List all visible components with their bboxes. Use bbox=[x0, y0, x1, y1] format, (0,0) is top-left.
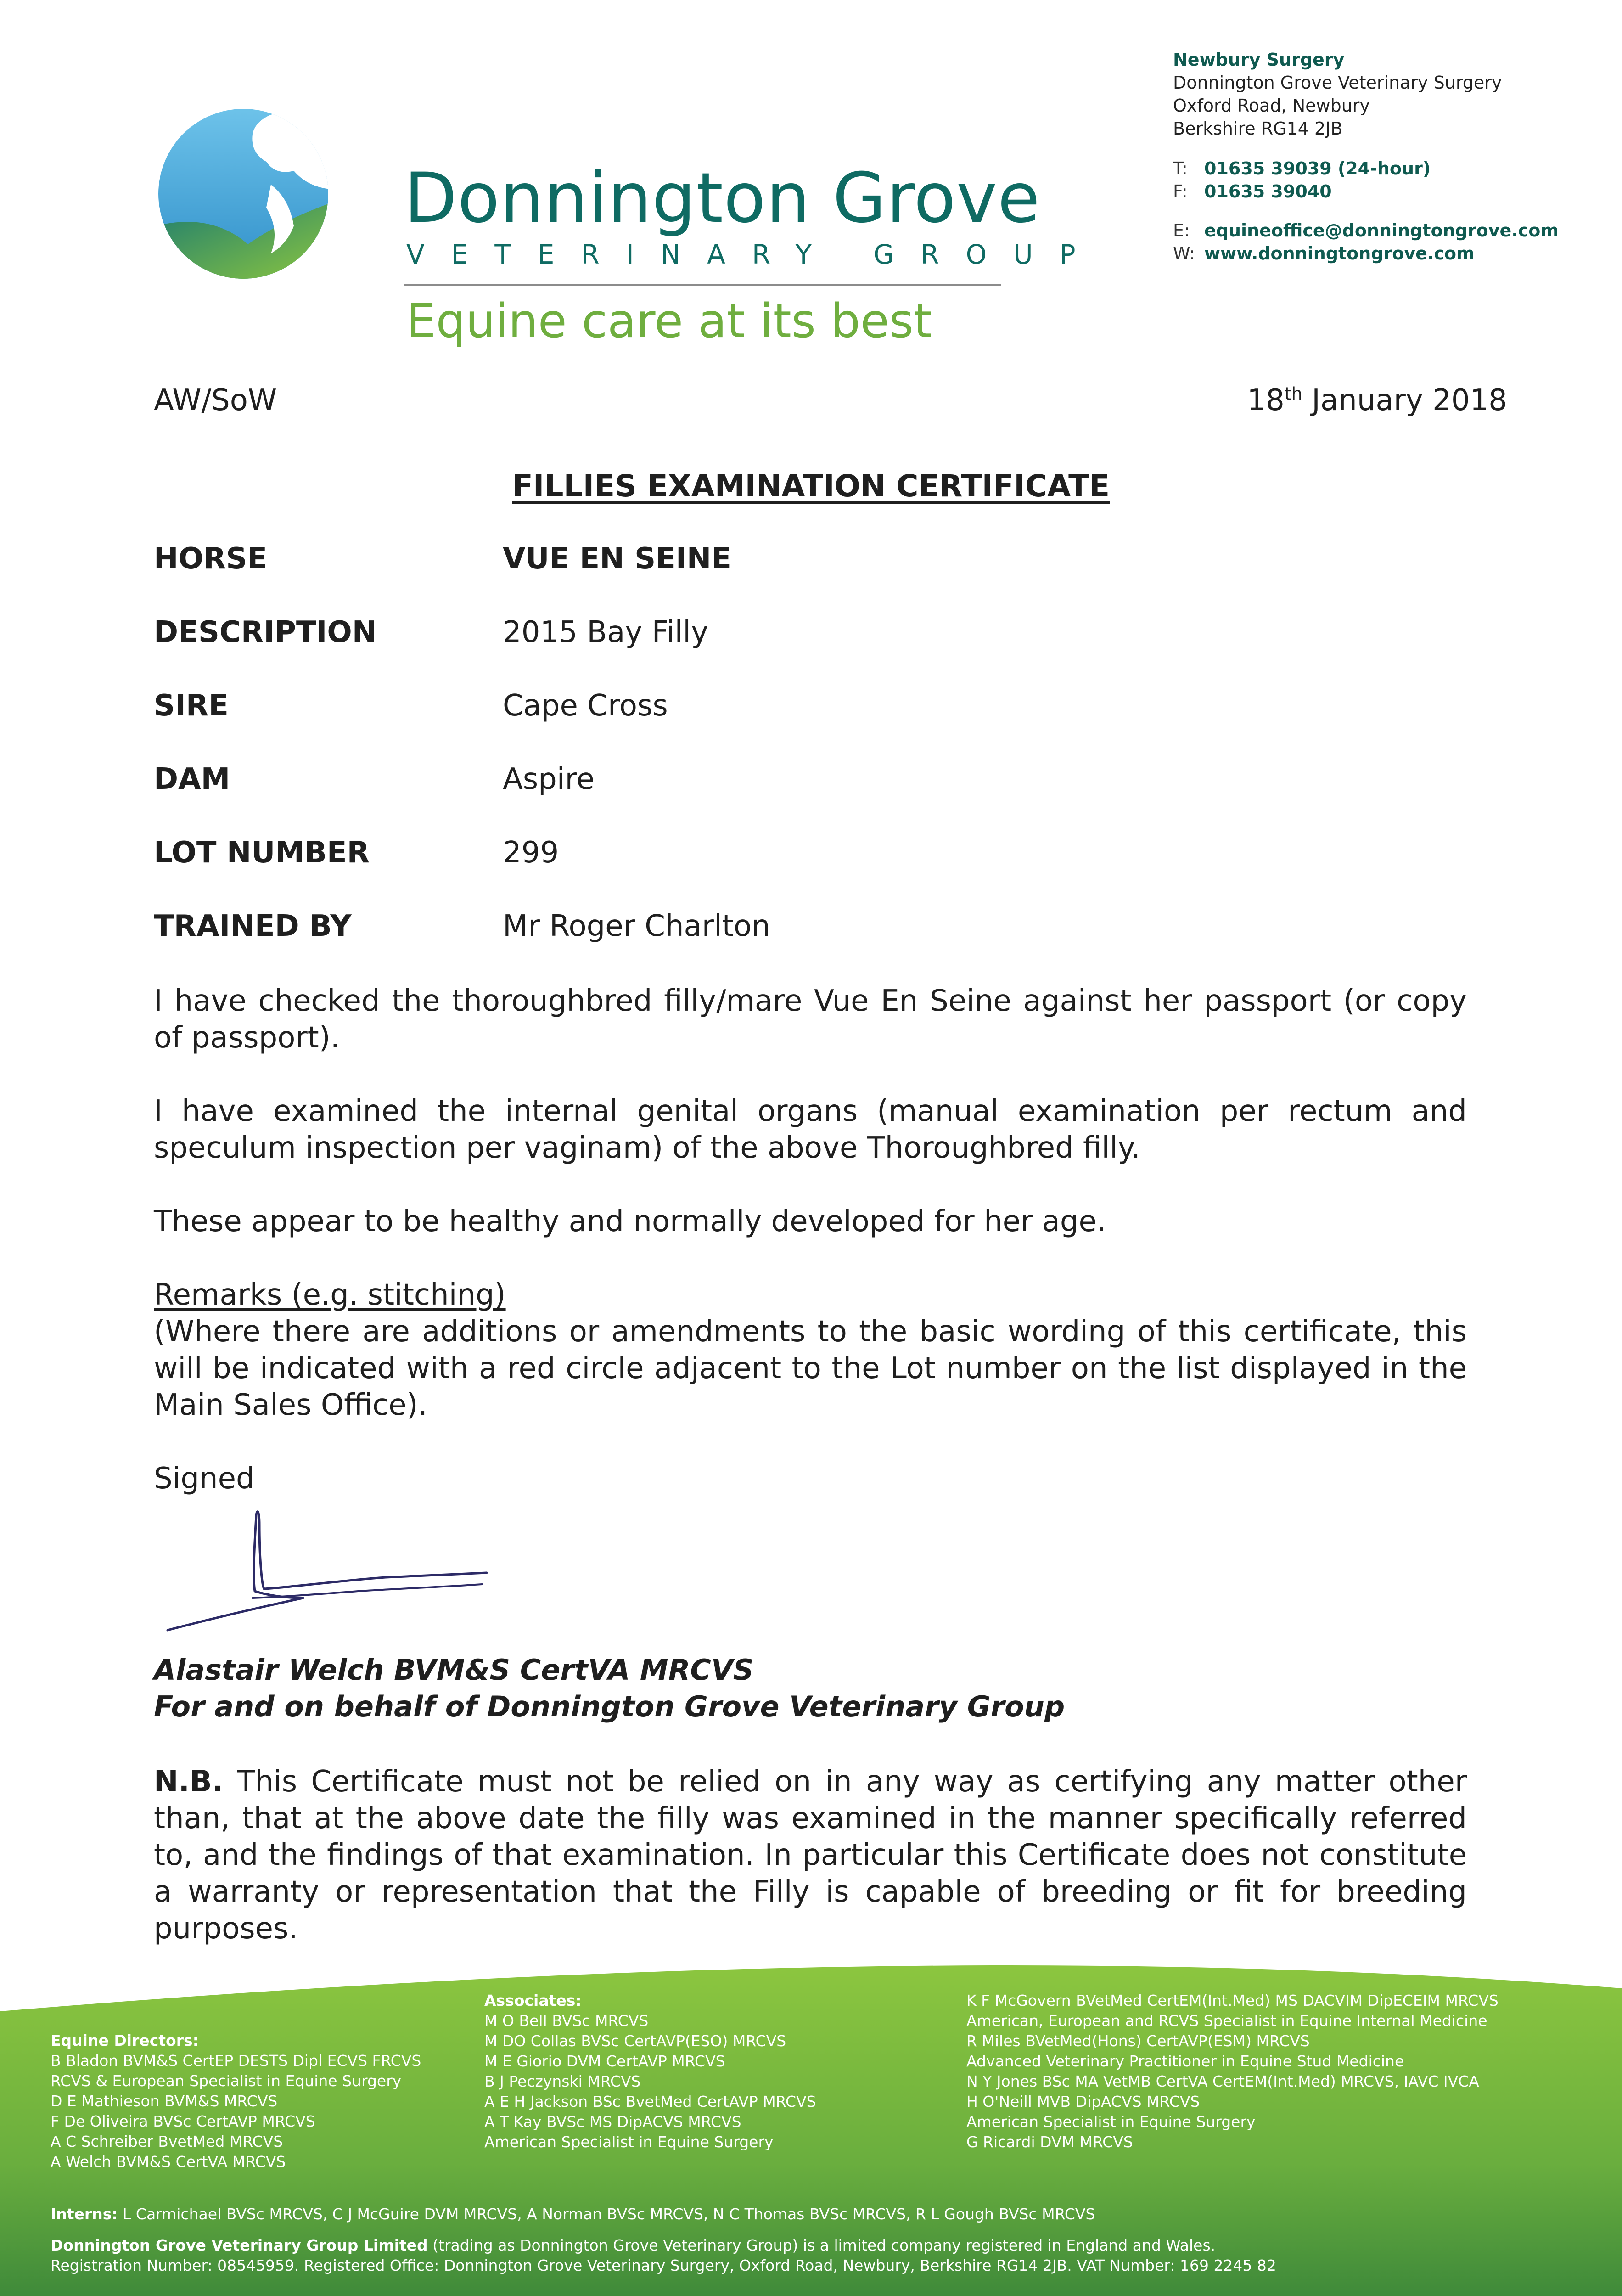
directors-heading: Equine Directors: bbox=[51, 2032, 199, 2049]
associate-entry: N Y Jones BSc MA VetMB CertVA CertEM(Int.Med) MRCVS, IAVC IVCA bbox=[966, 2072, 1479, 2090]
field-value-description: 2015 Bay Filly bbox=[503, 615, 708, 649]
associate-entry: Advanced Veterinary Practitioner in Equine Stud Medicine bbox=[966, 2052, 1404, 2070]
fax-label: F: bbox=[1173, 181, 1188, 202]
field-label-sire: SIRE bbox=[154, 689, 229, 723]
associate-entry: G Ricardi DVM MRCVS bbox=[966, 2133, 1133, 2151]
associate-entry: A T Kay BVSc MS DipACVS MRCVS bbox=[484, 2113, 741, 2131]
nb-disclaimer bbox=[154, 1763, 1467, 1947]
field-value-sire: Cape Cross bbox=[503, 689, 668, 723]
website-label: W: bbox=[1173, 243, 1195, 264]
brand-name: Donnington Grove bbox=[404, 158, 1041, 238]
company-text: (trading as Donnington Grove Veterinary Group) is a limited company registered in England and Wales. bbox=[427, 2236, 1216, 2254]
associate-entry: American, European and RCVS Specialist in Equine Internal Medicine bbox=[966, 2012, 1487, 2030]
remarks-heading: Remarks (e.g. stitching) bbox=[154, 1278, 506, 1312]
paragraph-findings: These appear to be healthy and normally developed for her age. bbox=[154, 1204, 1106, 1238]
field-value-horse: VUE EN SEINE bbox=[503, 542, 731, 576]
field-label-trained-by: TRAINED BY bbox=[154, 909, 352, 943]
paragraph-examination: I have examined the internal genital organs (manual examination per rectum and speculum inspection per vaginam) of the above Thoroughbred filly. bbox=[154, 1094, 1467, 1165]
horse-head-logo-icon bbox=[156, 107, 331, 281]
letter-reference: AW/SoW bbox=[154, 383, 277, 417]
signature-image bbox=[165, 1506, 496, 1639]
registration-line: Registration Number: 08545959. Registered Office: Donnington Grove Veterinary Surgery, Oxford Road, Newbury, Berkshire RG14 2JB. VAT Number: 169 2245 82 bbox=[51, 2257, 1276, 2274]
email bbox=[1173, 220, 1559, 241]
telephone-label: T: bbox=[1173, 158, 1188, 179]
associate-entry: R Miles BVetMed(Hons) CertAVP(ESM) MRCVS bbox=[966, 2032, 1310, 2050]
company-name: Donnington Grove Veterinary Group Limited bbox=[51, 2236, 428, 2254]
director-entry: A C Schreiber BvetMed MRCVS bbox=[51, 2133, 283, 2150]
brand-subtitle: VETERINARY GROUP bbox=[406, 239, 1102, 270]
email-value[interactable]: equineoffice@donningtongrove.com bbox=[1204, 220, 1559, 241]
interns-line bbox=[51, 2204, 1095, 2224]
brand-tagline: Equine care at its best bbox=[406, 294, 932, 349]
associate-entry: B J Peczynski MRCVS bbox=[484, 2072, 641, 2090]
field-value-lot-number: 299 bbox=[503, 836, 559, 870]
associate-entry: M DO Collas BVSc CertAVP(ESO) MRCVS bbox=[484, 2032, 786, 2050]
associate-entry: American Specialist in Equine Surgery bbox=[484, 2133, 774, 2151]
signatory-name: Alastair Welch BVM&S CertVA MRCVS bbox=[154, 1653, 754, 1687]
director-entry: F De Oliveira BVSc CertAVP MRCVS bbox=[51, 2112, 315, 2130]
director-entry: A Welch BVM&S CertVA MRCVS bbox=[51, 2153, 286, 2171]
interns-text: L Carmichael BVSc MRCVS, C J McGuire DVM MRCVS, A Norman BVSc MRCVS, N C Thomas BVSc MRCVS, R L Gough BVSc MRCVS bbox=[118, 2205, 1095, 2223]
email-label: E: bbox=[1173, 220, 1190, 241]
telephone bbox=[1173, 158, 1431, 179]
paragraph-passport-check: I have checked the thoroughbred filly/mare Vue En Seine against her passport (or copy of passport). bbox=[154, 984, 1467, 1055]
field-label-dam: DAM bbox=[154, 762, 230, 796]
director-entry: B Bladon BVM&S CertEP DESTS Dipl ECVS FRCVS bbox=[51, 2052, 421, 2070]
letter-date: 18th January 2018 bbox=[1247, 383, 1507, 417]
brand-divider bbox=[404, 284, 1001, 286]
associate-entry: American Specialist in Equine Surgery bbox=[966, 2113, 1256, 2131]
field-label-description: DESCRIPTION bbox=[154, 615, 377, 649]
associate-entry: H O'Neill MVB DipACVS MRCVS bbox=[966, 2093, 1200, 2110]
address-line: Donnington Grove Veterinary Surgery bbox=[1173, 73, 1502, 93]
signatory-organisation: For and on behalf of Donnington Grove Veterinary Group bbox=[154, 1690, 1065, 1723]
associates-heading: Associates: bbox=[484, 1992, 582, 2009]
associate-entry: K F McGovern BVetMed CertEM(Int.Med) MS DACVIM DipECEIM MRCVS bbox=[966, 1992, 1499, 2009]
associate-entry: M E Giorio DVM CertAVP MRCVS bbox=[484, 2052, 725, 2070]
nb-label: N.B. bbox=[154, 1765, 223, 1799]
field-label-horse: HORSE bbox=[154, 542, 268, 576]
remarks-text: (Where there are additions or amendments to the basic wording of this certificate, this will be indicated with a red circle adjacent to the Lot number on the list displayed in the Main Sales Office). bbox=[154, 1315, 1467, 1422]
signed-label: Signed bbox=[154, 1462, 255, 1496]
address-line: Berkshire RG14 2JB bbox=[1173, 118, 1343, 139]
director-entry: RCVS & European Specialist in Equine Surgery bbox=[51, 2072, 402, 2090]
fax bbox=[1173, 181, 1332, 202]
website bbox=[1173, 243, 1475, 264]
website-link[interactable]: www.donningtongrove.com bbox=[1204, 243, 1475, 264]
associate-entry: M O Bell BVSc MRCVS bbox=[484, 2012, 649, 2030]
address-line: Oxford Road, Newbury bbox=[1173, 96, 1370, 116]
surgery-name: Newbury Surgery bbox=[1173, 50, 1345, 70]
company-line bbox=[51, 2235, 1215, 2256]
field-value-dam: Aspire bbox=[503, 762, 595, 796]
director-entry: D E Mathieson BVM&S MRCVS bbox=[51, 2092, 278, 2110]
interns-label: Interns: bbox=[51, 2205, 118, 2223]
nb-text: This Certificate must not be relied on in any way as certifying any matter other than, that at the above date the filly was examined in the manner specifically referred to, and the findings of that examination. In particular this Certificate does not constitute a warranty or representation that the Filly is capable of breeding or fit for breeding purposes. bbox=[154, 1765, 1467, 1946]
certificate-title: FILLIES EXAMINATION CERTIFICATE bbox=[512, 468, 1110, 504]
field-label-lot-number: LOT NUMBER bbox=[154, 836, 370, 870]
telephone-value: 01635 39039 (24-hour) bbox=[1204, 158, 1431, 179]
associate-entry: A E H Jackson BSc BvetMed CertAVP MRCVS bbox=[484, 2093, 816, 2110]
field-value-trained-by: Mr Roger Charlton bbox=[503, 909, 770, 943]
fax-value: 01635 39040 bbox=[1204, 181, 1332, 202]
